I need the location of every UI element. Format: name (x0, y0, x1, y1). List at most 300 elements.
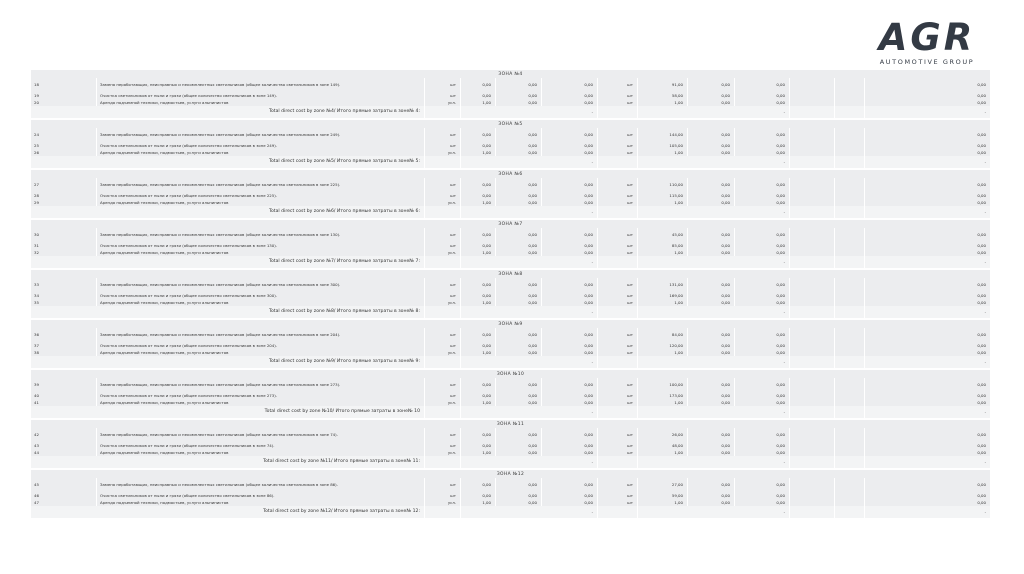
cell-q2: 100,00 (638, 378, 688, 391)
cell-s1: 0,00 (542, 450, 598, 456)
cell-p2: 0,00 (688, 141, 735, 150)
cell-desc: Очистка светильников от пыли и грязи (общее количество светильников в зоне 86). (97, 491, 425, 500)
zone-header (31, 370, 991, 378)
cell-p2: 0,00 (688, 428, 735, 441)
cell-s2: 0,00 (735, 78, 790, 91)
cell-s1: 0,00 (542, 141, 598, 150)
total-blank (598, 106, 638, 118)
cell-n: 47 (31, 500, 97, 506)
cell-s2: 0,00 (735, 178, 790, 191)
cell-q1: 0,00 (461, 128, 496, 141)
zone-title: ЗОНА №6 (498, 172, 523, 177)
cell-n: 20 (31, 100, 97, 106)
cell-desc: Очистка светильников от пыли и грязи (общее количество светильников в зоне 130). (97, 241, 425, 250)
logo-mark: AGR (878, 16, 976, 59)
total-dash: - (865, 306, 991, 318)
cell-q2: 1,00 (638, 300, 688, 306)
zone-total-label: Total direct cost by zone №10/ Итого прямые затраты в зоне№ 10 (31, 406, 425, 418)
zone-title-cell (31, 170, 991, 178)
total-dash: - (538, 456, 598, 468)
cell-e1 (790, 228, 835, 241)
cell-q1: 1,00 (461, 450, 496, 456)
zone-title-cell (31, 320, 991, 328)
total-dash: - (731, 106, 790, 118)
total-blank (835, 306, 865, 318)
total-blank (790, 356, 835, 368)
cell-p1: 0,00 (496, 241, 542, 250)
cell-s1: 0,00 (542, 491, 598, 500)
cell-s1: 0,00 (542, 241, 598, 250)
zone-header (31, 220, 991, 228)
total-blank (425, 406, 461, 418)
total-blank (425, 456, 461, 468)
cell-u1: усл. (425, 350, 461, 356)
cell-desc: Аренда подъемной техники, подмостьев, услуги альпинистов (97, 500, 425, 506)
cell-p1: 0,00 (496, 191, 542, 200)
cell-u2: шт (598, 500, 638, 506)
cell-u2: шт (598, 241, 638, 250)
zone-total-row (31, 156, 991, 168)
cell-desc: Очистка светильников от пыли и грязи (общее количество светильников в зоне 204). (97, 341, 425, 350)
total-blank (835, 206, 865, 218)
total-blank (598, 356, 638, 368)
zone-title: ЗОНА №4 (498, 72, 523, 77)
cell-p1: 0,00 (496, 128, 542, 141)
cell-e2 (835, 178, 865, 191)
cell-desc: Аренда подъемной техники, подмостьев, услуги альпинистов (97, 100, 425, 106)
cell-p1: 0,00 (496, 391, 542, 400)
cell-q1: 0,00 (461, 278, 496, 291)
total-blank (790, 256, 835, 268)
cell-desc: Аренда подъемной техники, подмостьев, услуги альпинистов (97, 300, 425, 306)
total-dash: - (731, 256, 790, 268)
cell-s2: 0,00 (735, 278, 790, 291)
cell-u1: шт (425, 491, 461, 500)
cell-u1: усл. (425, 300, 461, 306)
cell-u1: шт (425, 278, 461, 291)
cell-u2: шт (598, 91, 638, 100)
cell-n: 46 (31, 491, 97, 500)
table-row (31, 141, 991, 150)
cell-p2: 0,00 (688, 100, 735, 106)
cell-q1: 0,00 (461, 428, 496, 441)
cell-p1: 0,00 (496, 250, 542, 256)
table-row (31, 478, 991, 491)
total-blank (835, 456, 865, 468)
cell-n: 18 (31, 78, 97, 91)
cell-u1: шт (425, 478, 461, 491)
cell-q1: 0,00 (461, 141, 496, 150)
cell-u2: шт (598, 250, 638, 256)
zone-gap (31, 518, 991, 520)
cell-s1: 0,00 (542, 378, 598, 391)
total-dash: - (538, 356, 598, 368)
cell-p2: 0,00 (688, 450, 735, 456)
cell-q1: 0,00 (461, 378, 496, 391)
total-blank (598, 256, 638, 268)
cell-desc: Очистка светильников от пыли и грязи (общее количество светильников в зоне 273). (97, 391, 425, 400)
cell-u2: шт (598, 328, 638, 341)
cell-u1: шт (425, 228, 461, 241)
cell-n: 33 (31, 278, 97, 291)
cell-q2: 1,00 (638, 400, 688, 406)
cell-q1: 0,00 (461, 191, 496, 200)
cell-n: 44 (31, 450, 97, 456)
cell-t: 0,00 (865, 91, 991, 100)
zone-total-row (31, 456, 991, 468)
table-row (31, 191, 991, 200)
cell-u1: шт (425, 378, 461, 391)
zone-title: ЗОНА №11 (496, 422, 525, 427)
cell-s1: 0,00 (542, 191, 598, 200)
cell-q2: 105,00 (638, 141, 688, 150)
cell-p2: 0,00 (688, 478, 735, 491)
cell-p1: 0,00 (496, 491, 542, 500)
cell-p2: 0,00 (688, 391, 735, 400)
cell-s2: 0,00 (735, 141, 790, 150)
cell-u2: шт (598, 428, 638, 441)
zone-title-cell (31, 420, 991, 428)
cell-u1: усл. (425, 500, 461, 506)
zone-title-cell (31, 70, 991, 78)
zone-title-cell (31, 120, 991, 128)
total-blank (835, 506, 865, 518)
total-blank (835, 356, 865, 368)
cell-e2 (835, 378, 865, 391)
cell-desc: Замена неработающих, неисправных и некомплектных светильников (общее количество светильников в зоне 273). (97, 378, 425, 391)
cell-t: 0,00 (865, 228, 991, 241)
cell-q2: 45,00 (638, 228, 688, 241)
cell-q2: 144,00 (638, 128, 688, 141)
cell-e1 (790, 291, 835, 300)
zone-total-label: Total direct cost by zone №7/ Итого прямые затраты в зоне№ 7: (31, 256, 425, 268)
cell-t: 0,00 (865, 128, 991, 141)
cell-q2: 48,00 (638, 441, 688, 450)
cell-u1: шт (425, 341, 461, 350)
cell-e2 (835, 428, 865, 441)
total-blank (790, 206, 835, 218)
cell-p2: 0,00 (688, 200, 735, 206)
total-dash: - (538, 106, 598, 118)
cell-q2: 1,00 (638, 150, 688, 156)
total-dash: - (538, 156, 598, 168)
cell-p2: 0,00 (688, 378, 735, 391)
cell-q2: 91,00 (638, 78, 688, 91)
total-blank (598, 506, 638, 518)
table-row (31, 228, 991, 241)
cell-e1 (790, 391, 835, 400)
cell-q1: 1,00 (461, 100, 496, 106)
cell-p1: 0,00 (496, 78, 542, 91)
total-blank (598, 206, 638, 218)
cell-e1 (790, 91, 835, 100)
total-blank (598, 406, 638, 418)
cell-t: 0,00 (865, 141, 991, 150)
cell-e2 (835, 328, 865, 341)
cell-t: 0,00 (865, 278, 991, 291)
cell-u2: шт (598, 141, 638, 150)
cell-u2: шт (598, 178, 638, 191)
cell-e2 (835, 491, 865, 500)
cell-p2: 0,00 (688, 500, 735, 506)
zone-total-row (31, 306, 991, 318)
cell-s1: 0,00 (542, 228, 598, 241)
zone-total-label: Total direct cost by zone №11/ Итого прямые затраты в зоне№ 11: (31, 456, 425, 468)
cell-s1: 0,00 (542, 278, 598, 291)
cell-n: 27 (31, 178, 97, 191)
cell-p1: 0,00 (496, 300, 542, 306)
cell-n: 37 (31, 341, 97, 350)
cell-desc: Замена неработающих, неисправных и некомплектных светильников (общее количество светильников в зоне 149). (97, 78, 425, 91)
total-dash: - (731, 156, 790, 168)
cell-s2: 0,00 (735, 228, 790, 241)
cell-t: 0,00 (865, 291, 991, 300)
cell-s1: 0,00 (542, 291, 598, 300)
cell-t: 0,00 (865, 478, 991, 491)
cell-q2: 110,00 (638, 178, 688, 191)
cell-p1: 0,00 (496, 400, 542, 406)
cell-e2 (835, 291, 865, 300)
cell-p2: 0,00 (688, 441, 735, 450)
cell-q2: 1,00 (638, 450, 688, 456)
cell-p1: 0,00 (496, 278, 542, 291)
cell-p2: 0,00 (688, 191, 735, 200)
cell-e2 (835, 228, 865, 241)
total-dash: - (538, 306, 598, 318)
zone-header (31, 120, 991, 128)
total-blank (425, 206, 461, 218)
cell-s2: 0,00 (735, 450, 790, 456)
cell-s2: 0,00 (735, 291, 790, 300)
cell-t: 0,00 (865, 191, 991, 200)
cell-s2: 0,00 (735, 478, 790, 491)
cell-u1: шт (425, 78, 461, 91)
cell-u1: усл. (425, 150, 461, 156)
zone-total-row (31, 106, 991, 118)
cell-q1: 0,00 (461, 478, 496, 491)
total-blank (835, 106, 865, 118)
cell-p2: 0,00 (688, 400, 735, 406)
cell-e2 (835, 141, 865, 150)
cell-n: 24 (31, 128, 97, 141)
cell-t: 0,00 (865, 150, 991, 156)
cell-n: 35 (31, 300, 97, 306)
cell-s1: 0,00 (542, 178, 598, 191)
cell-t: 0,00 (865, 491, 991, 500)
cell-s1: 0,00 (542, 91, 598, 100)
table-row (31, 428, 991, 441)
cell-u2: шт (598, 441, 638, 450)
table-row (31, 178, 991, 191)
cell-u1: усл. (425, 400, 461, 406)
cell-q2: 173,00 (638, 391, 688, 400)
cell-s2: 0,00 (735, 241, 790, 250)
cell-t: 0,00 (865, 500, 991, 506)
logo-subtitle: AUTOMOTIVE GROUP (879, 58, 975, 66)
cell-t: 0,00 (865, 378, 991, 391)
cell-n: 38 (31, 350, 97, 356)
cell-u1: шт (425, 191, 461, 200)
cell-u1: шт (425, 178, 461, 191)
cell-p2: 0,00 (688, 278, 735, 291)
cell-p1: 0,00 (496, 378, 542, 391)
cell-s2: 0,00 (735, 300, 790, 306)
cell-desc: Очистка светильников от пыли и грязи (общее количество светильников в зоне 225). (97, 191, 425, 200)
total-blank (790, 506, 835, 518)
zone-total-label: Total direct cost by zone №6/ Итого прямые затраты в зоне№ 6: (31, 206, 425, 218)
cell-s1: 0,00 (542, 391, 598, 400)
cell-p1: 0,00 (496, 500, 542, 506)
cell-t: 0,00 (865, 78, 991, 91)
cell-s1: 0,00 (542, 428, 598, 441)
cell-q2: 27,00 (638, 478, 688, 491)
total-blank (598, 156, 638, 168)
cell-q2: 1,00 (638, 200, 688, 206)
cell-q1: 0,00 (461, 328, 496, 341)
cell-s1: 0,00 (542, 441, 598, 450)
cell-u2: шт (598, 350, 638, 356)
cell-q2: 169,00 (638, 291, 688, 300)
cell-e1 (790, 128, 835, 141)
cell-s1: 0,00 (542, 350, 598, 356)
cell-u2: шт (598, 191, 638, 200)
total-blank (790, 306, 835, 318)
cell-desc: Очистка светильников от пыли и грязи (общее количество светильников в зоне 74). (97, 441, 425, 450)
cell-n: 25 (31, 141, 97, 150)
cell-q2: 1,00 (638, 500, 688, 506)
cell-e1 (790, 191, 835, 200)
total-blank (425, 156, 461, 168)
cell-desc: Замена неработающих, неисправных и некомплектных светильников (общее количество светильников в зоне 300). (97, 278, 425, 291)
cell-p2: 0,00 (688, 150, 735, 156)
cell-desc: Аренда подъемной техники, подмостьев, услуги альпинистов (97, 250, 425, 256)
cell-q1: 1,00 (461, 500, 496, 506)
cell-p1: 0,00 (496, 328, 542, 341)
zone-title: ЗОНА №8 (498, 272, 523, 277)
zone-total-row (31, 406, 991, 418)
cell-u1: шт (425, 391, 461, 400)
total-dash: - (865, 456, 991, 468)
zone-title-cell (31, 470, 991, 478)
cell-q2: 58,00 (638, 91, 688, 100)
cell-u1: шт (425, 241, 461, 250)
cell-u2: шт (598, 478, 638, 491)
cell-s2: 0,00 (735, 128, 790, 141)
cell-s1: 0,00 (542, 400, 598, 406)
zone-header (31, 70, 991, 78)
cell-q1: 0,00 (461, 178, 496, 191)
cell-q1: 1,00 (461, 200, 496, 206)
table-row (31, 328, 991, 341)
total-blank (425, 256, 461, 268)
cell-e2 (835, 128, 865, 141)
total-blank (835, 406, 865, 418)
total-blank (425, 506, 461, 518)
cell-e1 (790, 441, 835, 450)
zone-title: ЗОНА №12 (496, 472, 525, 477)
cell-q2: 1,00 (638, 100, 688, 106)
cell-q2: 1,00 (638, 350, 688, 356)
table-row (31, 91, 991, 100)
cell-u1: усл. (425, 250, 461, 256)
cell-e1 (790, 178, 835, 191)
cell-s1: 0,00 (542, 500, 598, 506)
table-row (31, 491, 991, 500)
cell-q1: 1,00 (461, 400, 496, 406)
cell-u1: шт (425, 141, 461, 150)
total-blank (425, 306, 461, 318)
cell-s2: 0,00 (735, 150, 790, 156)
total-dash: - (865, 206, 991, 218)
cell-q1: 1,00 (461, 350, 496, 356)
cell-u2: шт (598, 78, 638, 91)
cell-p2: 0,00 (688, 291, 735, 300)
zone-title-cell (31, 270, 991, 278)
cell-n: 45 (31, 478, 97, 491)
cell-e1 (790, 241, 835, 250)
cell-p2: 0,00 (688, 341, 735, 350)
cell-desc: Очистка светильников от пыли и грязи (общее количество светильников в зоне 300). (97, 291, 425, 300)
cell-p1: 0,00 (496, 91, 542, 100)
cell-s2: 0,00 (735, 500, 790, 506)
cell-s2: 0,00 (735, 100, 790, 106)
cell-q1: 1,00 (461, 150, 496, 156)
total-blank (835, 156, 865, 168)
cell-u2: шт (598, 391, 638, 400)
cell-e2 (835, 391, 865, 400)
cell-q1: 0,00 (461, 441, 496, 450)
cell-p1: 0,00 (496, 291, 542, 300)
zone-total-label: Total direct cost by zone №5/ Итого прямые затраты в зоне№ 5: (31, 156, 425, 168)
cell-e2 (835, 191, 865, 200)
cell-u2: шт (598, 128, 638, 141)
cell-p2: 0,00 (688, 328, 735, 341)
zone-total-row (31, 356, 991, 368)
total-blank (790, 406, 835, 418)
zone-header (31, 170, 991, 178)
zone-title: ЗОНА №9 (498, 322, 523, 327)
cell-desc: Аренда подъемной техники, подмостьев, услуги альпинистов (97, 350, 425, 356)
cell-p1: 0,00 (496, 100, 542, 106)
total-dash: - (731, 356, 790, 368)
cell-q1: 0,00 (461, 241, 496, 250)
cell-desc: Очистка светильников от пыли и грязи (общее количество светильников в зоне 249). (97, 141, 425, 150)
total-dash: - (538, 406, 598, 418)
zone-header (31, 420, 991, 428)
cell-desc: Аренда подъемной техники, подмостьев, услуги альпинистов (97, 150, 425, 156)
cell-e2 (835, 278, 865, 291)
cell-s2: 0,00 (735, 191, 790, 200)
total-blank (598, 456, 638, 468)
cell-q2: 26,00 (638, 428, 688, 441)
cell-u1: шт (425, 328, 461, 341)
cell-q2: 85,00 (638, 241, 688, 250)
cell-e2 (835, 341, 865, 350)
total-blank (790, 106, 835, 118)
cell-desc: Замена неработающих, неисправных и некомплектных светильников (общее количество светильников в зоне 225). (97, 178, 425, 191)
total-dash: - (538, 206, 598, 218)
zone-total-label: Total direct cost by zone №12/ Итого прямые затраты в зоне№ 12: (31, 506, 425, 518)
cell-n: 34 (31, 291, 97, 300)
zone-title: ЗОНА №10 (496, 372, 525, 377)
total-dash: - (538, 256, 598, 268)
cell-p2: 0,00 (688, 178, 735, 191)
cell-p1: 0,00 (496, 228, 542, 241)
table-row (31, 378, 991, 391)
cell-s1: 0,00 (542, 478, 598, 491)
zone-total-label: Total direct cost by zone №9/ Итого прямые затраты в зоне№ 9: (31, 356, 425, 368)
cell-desc: Замена неработающих, неисправных и некомплектных светильников (общее количество светильников в зоне 204). (97, 328, 425, 341)
